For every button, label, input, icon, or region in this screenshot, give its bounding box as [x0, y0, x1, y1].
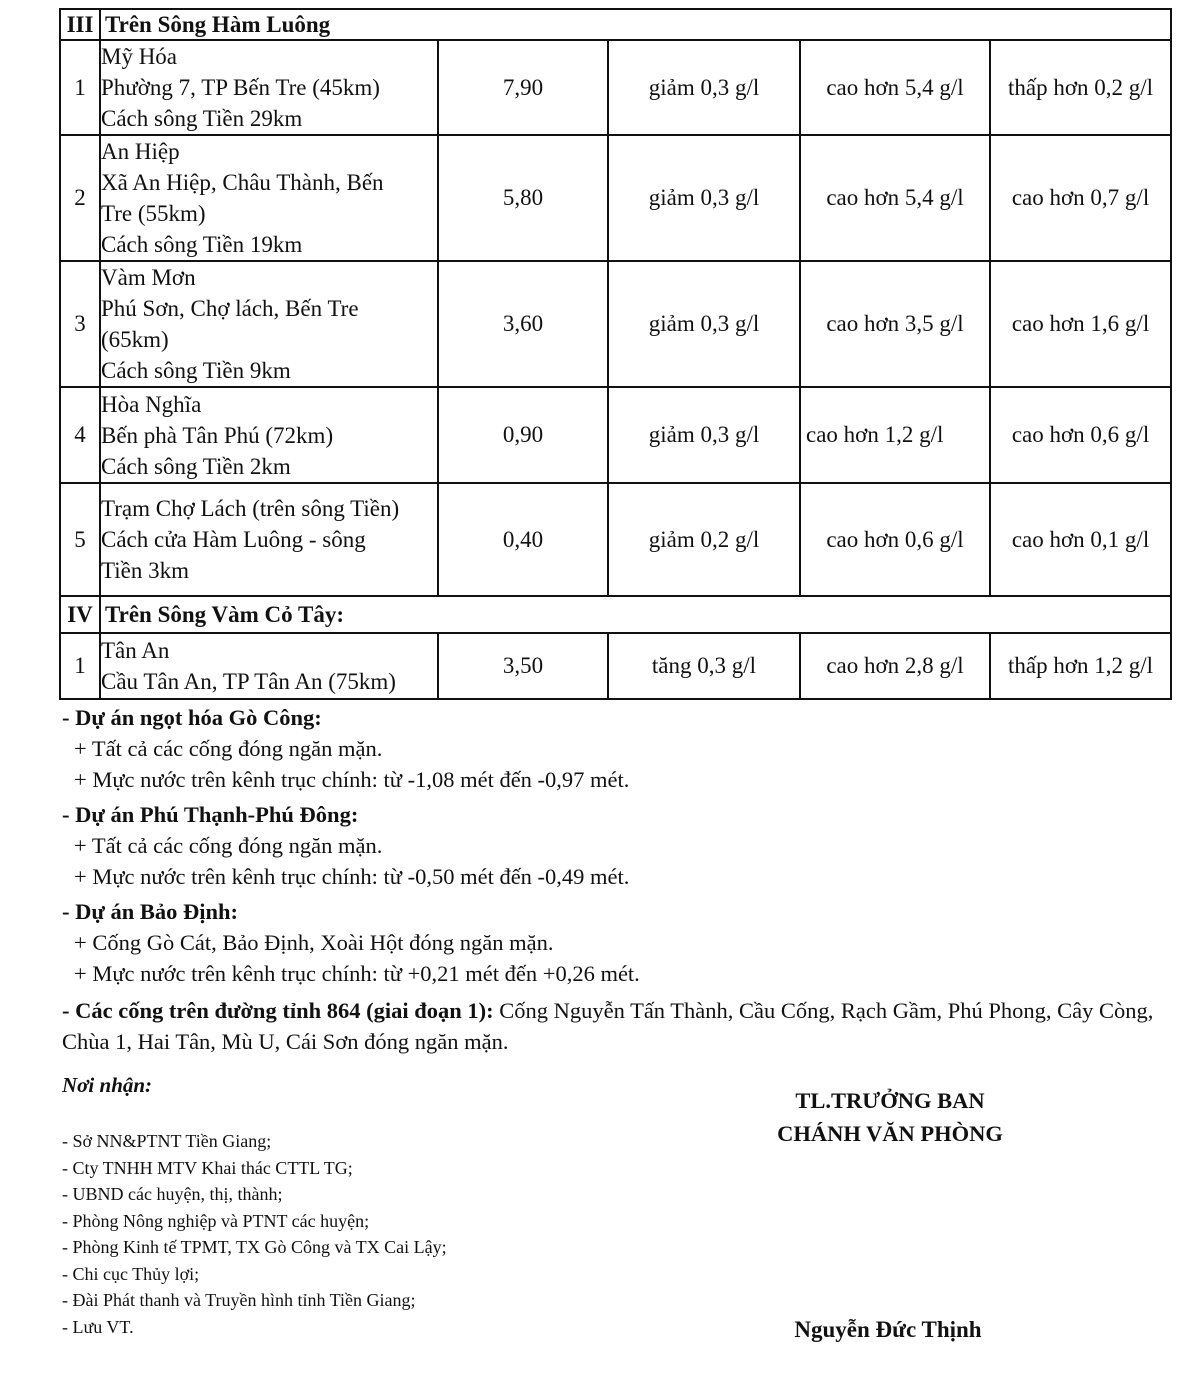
station-line: Cách sông Tiền 9km: [101, 358, 291, 383]
comparison-1: cao hơn 0,6 g/l: [800, 483, 990, 596]
recipients-list: [62, 1128, 447, 1340]
recipients-title: Nơi nhận:: [62, 1073, 153, 1097]
section-title: Trên Sông Vàm Cỏ Tây:: [100, 596, 1171, 633]
recipient-item: - Chi cục Thủy lợi;: [62, 1263, 200, 1284]
section-header: [60, 596, 1171, 633]
salinity-value: 3,50: [438, 633, 608, 699]
station-line: An Hiệp: [101, 139, 180, 164]
table-row: [60, 261, 1171, 387]
recipient-item: - Sở NN&PTNT Tiền Giang;: [62, 1131, 272, 1151]
section-number: IV: [60, 596, 100, 633]
station-line: Mỹ Hóa: [101, 44, 178, 69]
comparison-2: cao hơn 0,1 g/l: [990, 483, 1171, 596]
comparison-2: cao hơn 0,7 g/l: [990, 135, 1171, 261]
project-item: + Cống Gò Cát, Bảo Định, Xoài Hột đóng ngăn mặn.: [74, 930, 554, 955]
project-heading: - Dự án Phú Thạnh-Phú Đông:: [62, 802, 359, 827]
station-location: [100, 40, 438, 135]
comparison-2: thấp hơn 0,2 g/l: [990, 40, 1171, 135]
comparison-1: cao hơn 3,5 g/l: [800, 261, 990, 387]
salinity-change: giảm 0,3 g/l: [608, 40, 800, 135]
table-row: [60, 387, 1171, 483]
salinity-value: 0,40: [438, 483, 608, 596]
salinity-change: giảm 0,3 g/l: [608, 261, 800, 387]
recipient-item: - Phòng Nông nghiệp và PTNT các huyện;: [62, 1210, 370, 1231]
station-line: Phường 7, TP Bến Tre (45km): [101, 75, 380, 100]
salinity-table: [59, 8, 1172, 700]
salinity-change: giảm 0,3 g/l: [608, 387, 800, 483]
salinity-change: giảm 0,3 g/l: [608, 135, 800, 261]
table-row: [60, 135, 1171, 261]
station-line: Trạm Chợ Lách (trên sông Tiền): [101, 496, 400, 521]
row-number: 1: [60, 633, 100, 699]
comparison-2: cao hơn 0,6 g/l: [990, 387, 1171, 483]
station-line: Cầu Tân An, TP Tân An (75km): [101, 669, 396, 694]
project-heading: - Dự án Bảo Định:: [62, 899, 239, 924]
station-line: Bến phà Tân Phú (72km): [101, 422, 334, 448]
comparison-1: cao hơn 1,2 g/l: [800, 387, 990, 483]
station-line: (65km): [101, 327, 169, 352]
project-block: [62, 799, 1172, 892]
row-number: 4: [60, 387, 100, 483]
project-item: + Mực nước trên kênh trục chính: từ -1,08 mét đến -0,97 mét.: [74, 767, 630, 792]
station-location: [100, 261, 438, 387]
station-line: Tân An: [101, 638, 170, 663]
project-item: + Mực nước trên kênh trục chính: từ +0,21 mét đến +0,26 mét.: [74, 961, 640, 986]
project-block: [62, 896, 1172, 989]
row-number: 3: [60, 261, 100, 387]
station-line: Tiền 3km: [101, 558, 189, 583]
road-sluices-paragraph: [62, 995, 1170, 1057]
row-number: 2: [60, 135, 100, 261]
section-number: III: [60, 9, 100, 40]
comparison-1: cao hơn 2,8 g/l: [800, 633, 990, 699]
station-location: [100, 483, 438, 596]
projects-section: [62, 702, 1172, 989]
project-item: + Tất cả các cống đóng ngăn mặn.: [74, 833, 383, 858]
station-location: [100, 387, 438, 483]
station-location: [100, 135, 438, 261]
recipient-item: - Lưu VT.: [62, 1316, 134, 1337]
signature-title-line1: TL.TRƯỞNG BAN: [795, 1088, 985, 1113]
project-heading: - Dự án ngọt hóa Gò Công:: [62, 705, 322, 730]
station-line: Cách sông Tiền 29km: [101, 106, 303, 131]
comparison-1: cao hơn 5,4 g/l: [800, 40, 990, 135]
table-row: [60, 40, 1171, 135]
signer-name: Nguyễn Đức Thịnh: [794, 1317, 982, 1342]
row-number: 1: [60, 40, 100, 135]
recipient-item: - Phòng Kinh tế TPMT, TX Gò Công và TX Cai Lậy;: [62, 1237, 447, 1257]
table-row: [60, 483, 1171, 596]
section-header: [60, 9, 1171, 40]
comparison-1: cao hơn 5,4 g/l: [800, 135, 990, 261]
project-item: + Mực nước trên kênh trục chính: từ -0,50 mét đến -0,49 mét.: [74, 864, 630, 889]
project-item: + Tất cả các cống đóng ngăn mặn.: [74, 736, 383, 761]
salinity-change: giảm 0,2 g/l: [608, 483, 800, 596]
salinity-value: 3,60: [438, 261, 608, 387]
station-line: Hòa Nghĩa: [101, 391, 202, 417]
salinity-value: 5,80: [438, 135, 608, 261]
salinity-change: tăng 0,3 g/l: [608, 633, 800, 699]
road-sluices-text: Cống Nguyễn Tấn Thành, Cầu Cống, Rạch Gầm, Phú Phong, Cây Còng, Chùa 1, Hai Tân, Mù U, Cái Sơn đóng ngăn mặn.: [62, 998, 1154, 1054]
salinity-value: 7,90: [438, 40, 608, 135]
station-line: Vàm Mơn: [101, 265, 196, 290]
section-title: Trên Sông Hàm Luông: [100, 9, 1171, 40]
station-location: [100, 633, 438, 699]
station-line: Xã An Hiệp, Châu Thành, Bến: [101, 170, 384, 195]
station-line: Tre (55km): [101, 201, 206, 226]
comparison-2: cao hơn 1,6 g/l: [990, 261, 1171, 387]
station-line: Phú Sơn, Chợ lách, Bến Tre: [101, 296, 359, 321]
signature-title-line2: CHÁNH VĂN PHÒNG: [777, 1121, 1003, 1146]
table-row: [60, 633, 1171, 699]
recipient-item: - Cty TNHH MTV Khai thác CTTL TG;: [62, 1157, 353, 1178]
row-number: 5: [60, 483, 100, 596]
station-line: Cách sông Tiền 2km: [101, 453, 291, 479]
station-line: Cách cửa Hàm Luông - sông: [101, 527, 366, 552]
recipient-item: - UBND các huyện, thị, thành;: [62, 1184, 283, 1204]
recipient-item: - Đài Phát thanh và Truyền hình tỉnh Tiền Giang;: [62, 1290, 416, 1310]
salinity-value: 0,90: [438, 387, 608, 483]
station-line: Cách sông Tiền 19km: [101, 232, 303, 257]
road-sluices-heading: - Các cống trên đường tỉnh 864 (giai đoạn 1):: [62, 998, 494, 1023]
project-block: [62, 702, 1172, 795]
comparison-2: thấp hơn 1,2 g/l: [990, 633, 1171, 699]
